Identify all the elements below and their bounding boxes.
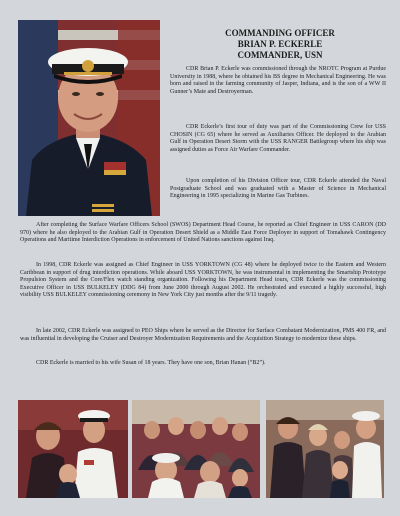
officer-rank: COMMANDER, USN: [237, 50, 323, 60]
family-photo-right: [266, 400, 384, 498]
bio-paragraph-2: CDR Eckerle’s first tour of duty was part of the Commissioning Crew for USS CHOSIN (CG 65) where he served as Auxiliaries Officer. He deployed to the Arabian Gulf in Operation Desert Storm with the USS RANGER Battlegroup where his ship was assigned duties as Force Air Warfare Commander.: [170, 124, 386, 153]
bio-paragraph-7: CDR Eckerle is married to his wife Susan of 18 years. They have one son, Brian Hanan (“B2”).: [36, 360, 266, 366]
family-photo-left: [18, 400, 128, 498]
bio-paragraph-3: Upon completion of his Division Officer tour, CDR Eckerle attended the Naval Postgraduate School and was graduated with a Master of Science in Mechanical Engineering in 1995 specializing in Marine Gas Turbines.: [170, 178, 386, 200]
family-photo-center: [132, 400, 260, 498]
header-title: COMMANDING OFFICER: [225, 28, 335, 38]
commanding-officer-portrait: [18, 20, 160, 216]
officer-name: BRIAN P. ECKERLE: [237, 39, 323, 49]
bio-paragraph-1: CDR Brian P. Eckerle was commissioned through the NROTC Program at Purdue University in 1988, where he obtained his BS degree in Mechanical Engineering. He was born and raised in the farming community of Jasper, Indiana, and is the son of a WW II Gunner’s Mate and Destroyerman.: [170, 66, 386, 95]
header-block: [170, 28, 390, 61]
bio-paragraph-5: In 1998, CDR Eckerle was assigned as Chief Engineer in USS YORKTOWN (CG 48) where he deployed twice to the Eastern and Western Caribbean in support of drug interdiction operations. While aboard USS YORKTOWN, he was instrumental in implementing the Smartship Prototype Propulsion System and the Core/Flex watch standing organization. Following his Department Head tours, CDR Eckerle was the commissioning Executive Officer in USS BULKELEY (DDG 84) from June 2000 through August 2002. He orchestrated and executed a highly successful, high visibility USS BULKELEY commissioning ceremony in New York City just months after the 9/11 tragedy.: [20, 262, 386, 299]
bio-paragraph-4: After completing the Surface Warfare Officers School (SWOS) Department Head Course, he reported as Chief Engineer in USS CARON (DD 970) where he also deployed to the Arabian Gulf in Operation Desert Shield as a Middle East Force Deployer in support of Tomahawk Contingency Operations and Maritime Interdiction Operations in enforcement of United Nations sanctions against Iraq.: [20, 222, 386, 244]
bio-paragraph-6: In late 2002, CDR Eckerle was assigned to PEO Ships where he served as the Director for Surface Combatant Modernization, PMS 400 FR, and was influential in developing the Cruiser and Destroyer Modernization Requirements and the Acquisition Strategy to modernize these ships.: [20, 328, 386, 342]
